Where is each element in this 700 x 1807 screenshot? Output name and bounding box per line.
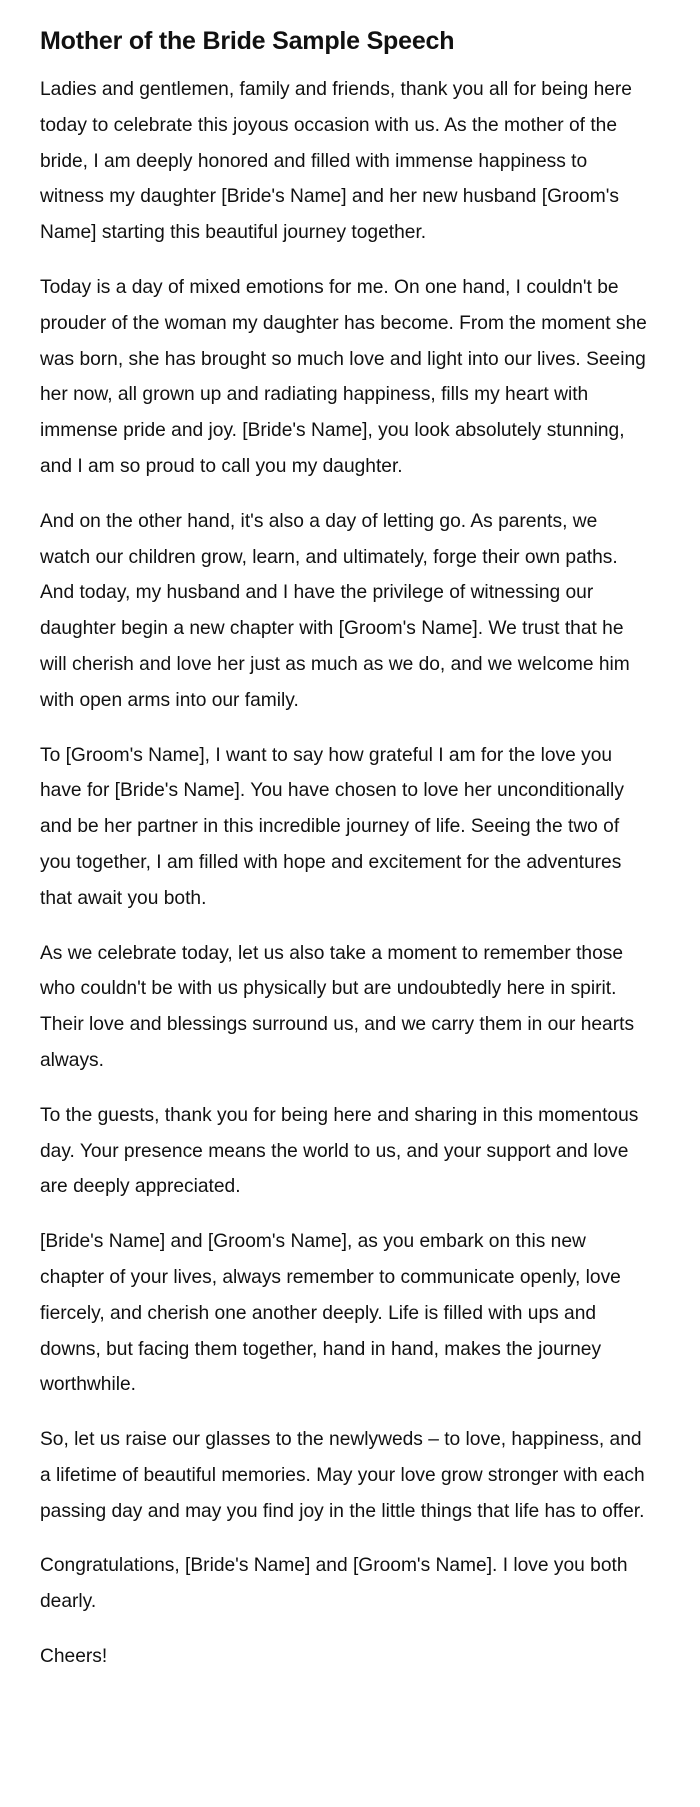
- speech-paragraph-letting-go: And on the other hand, it's also a day of letting go. As parents, we watch our children grow, learn, and ultimately, forge their own paths. And today, my husband and I have the privilege of witnessing our daughter begin a new chapter with [Groom's Name]. We trust that he will cherish and love her just as much as we do, and we welcome him with open arms into our family.: [40, 510, 630, 711]
- speech-paragraph-toast: So, let us raise our glasses to the newlyweds – to love, happiness, and a lifetime of beautiful memories. May your love grow stronger with each passing day and may you find joy in the little things that life has to offer.: [40, 1429, 645, 1522]
- speech-paragraph-to-groom: To [Groom's Name], I want to say how grateful I am for the love you have for [Bride's Name]. You have chosen to love her unconditionally and be her partner in this incredible journey of life. Seeing the two of you together, I am filled with hope and excitement for the adventures that await you both.: [40, 744, 624, 909]
- speech-document: [40, 20, 650, 1694]
- speech-paragraph-mixed-emotions: Today is a day of mixed emotions for me. On one hand, I couldn't be prouder of the woman my daughter has become. From the moment she was born, she has brought so much love and light into our lives. Seeing her now, all grown up and radiating happiness, fills my heart with immense pride and joy. [Bride's Name], you look absolutely stunning, and I am so proud to call you my daughter.: [40, 276, 647, 477]
- page-title: Mother of the Bride Sample Speech: [40, 27, 455, 55]
- speech-paragraph-remembrance: As we celebrate today, let us also take a moment to remember those who couldn't be with us physically but are undoubtedly here in spirit. Their love and blessings surround us, and we carry them in our hearts always.: [40, 942, 635, 1071]
- speech-paragraph-opening: Ladies and gentlemen, family and friends, thank you all for being here today to celebrate this joyous occasion with us. As the mother of the bride, I am deeply honored and filled with immense happiness to witness my daughter [Bride's Name] and her new husband [Groom's Name] starting this beautiful journey together.: [40, 79, 632, 244]
- speech-paragraph-advice: [Bride's Name] and [Groom's Name], as you embark on this new chapter of your lives, always remember to communicate openly, love fiercely, and cherish one another deeply. Life is filled with ups and downs, but facing them together, hand in hand, makes the journey worthwhile.: [40, 1231, 621, 1396]
- speech-paragraph-congratulations: Congratulations, [Bride's Name] and [Groom's Name]. I love you both dearly.: [40, 1555, 628, 1613]
- speech-paragraph-to-guests: To the guests, thank you for being here and sharing in this momentous day. Your presence means the world to us, and your support and love are deeply appreciated.: [40, 1104, 639, 1198]
- speech-paragraph-cheers: Cheers!: [40, 1646, 108, 1668]
